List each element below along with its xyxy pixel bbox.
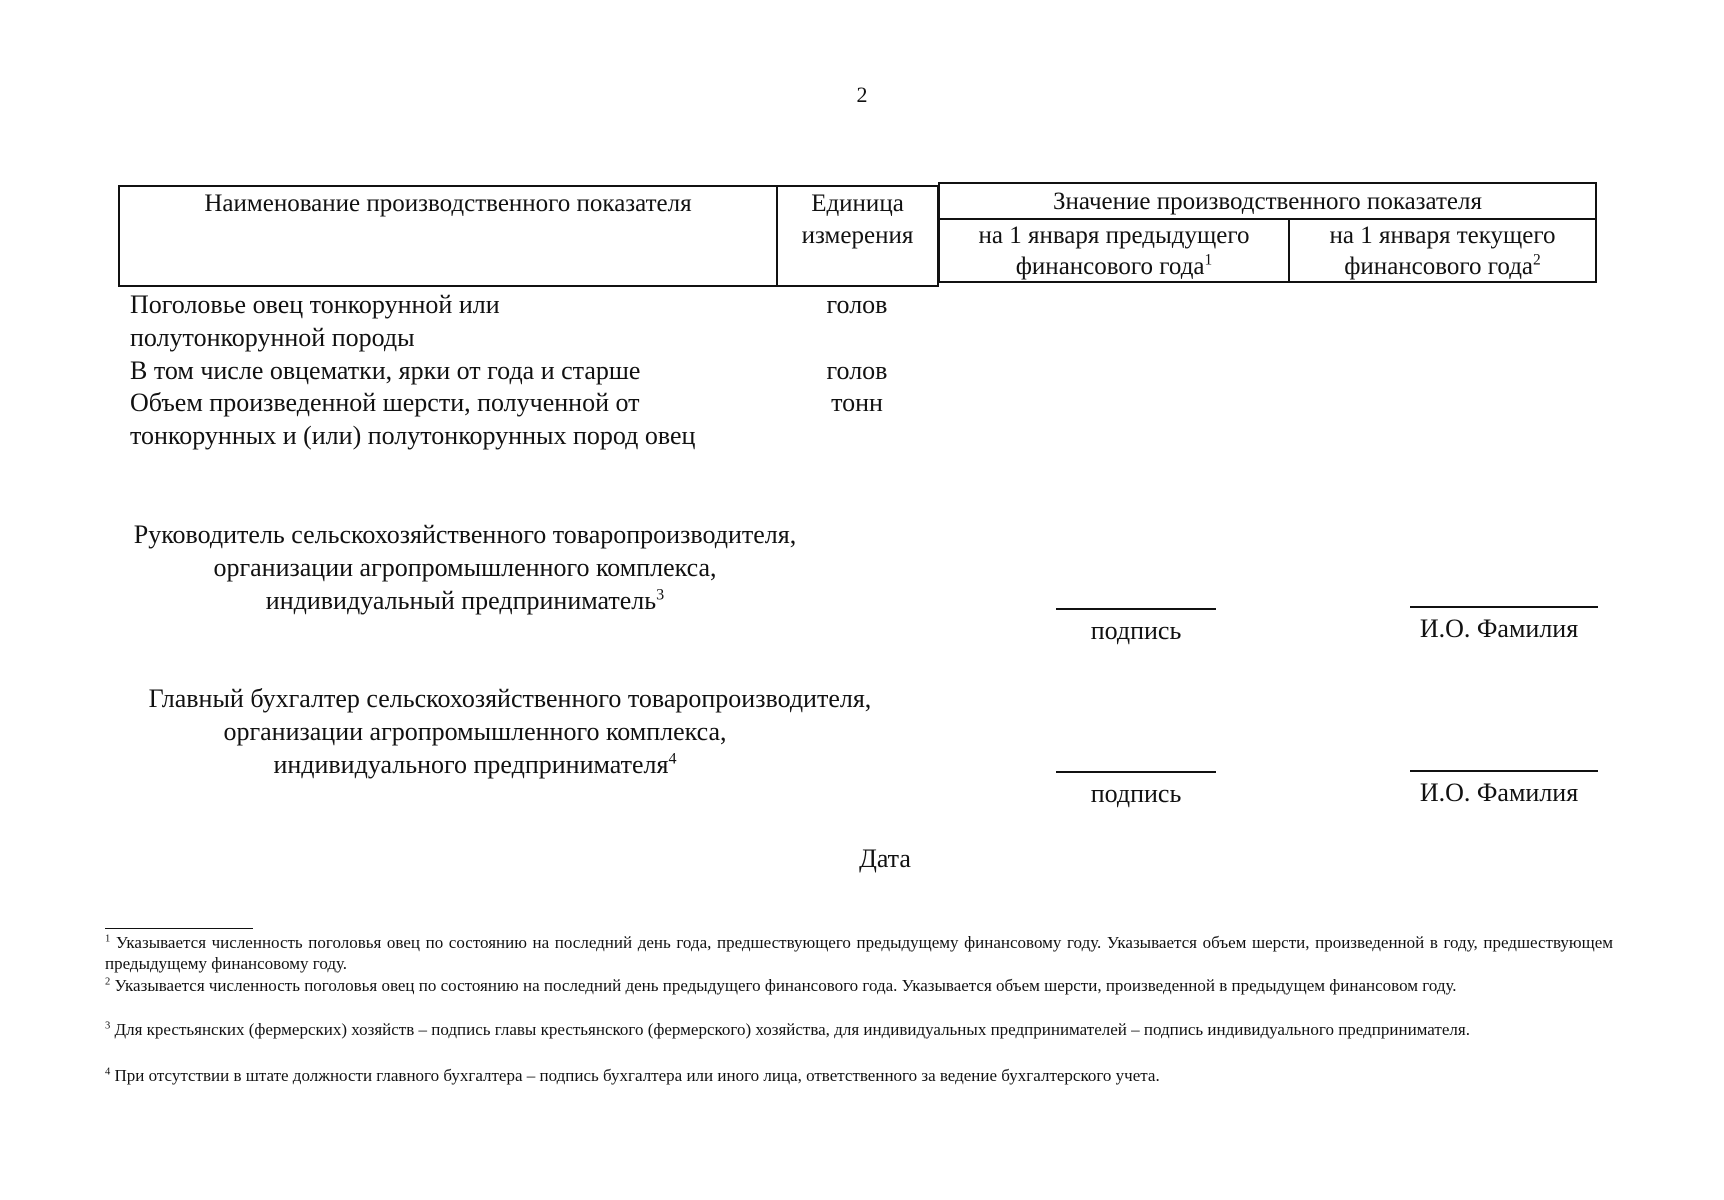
header-name: Наименование производственного показателя — [204, 190, 692, 217]
footnote-ref-2: 2 — [1533, 251, 1541, 269]
footnote-1: $^1$ Указывается численность поголовья овец по состоянию на последний день года, предшествующего предыдущему финансовому году. Указывается объем шерсти, произведенной в году, предшествующем предыдущему финансовому году. — [105, 933, 1614, 973]
row-wool-volume-unit: тонн — [831, 388, 883, 417]
head-title-line1: Руководитель сельскохозяйственного товаропроизводителя, — [133, 520, 797, 549]
page-number: 2 — [856, 82, 868, 107]
row-sheep-count-line2: полутонкорунной породы — [130, 323, 415, 352]
head-name-line[interactable] — [1410, 606, 1598, 608]
header-unit-line1: Единица — [811, 190, 904, 217]
row-wool-volume-line1: Объем произведенной шерсти, полученной от — [130, 388, 640, 417]
head-title-line3: индивидуальный предприниматель$^3$ — [265, 586, 665, 615]
header-prev-line2: финансового года$^1$ — [1015, 251, 1213, 280]
footnote-4: $^4$ При отсутствии в штате должности главного бухгалтера – подпись бухгалтера или иного лица, ответственного за ведение бухгалтерского учета. — [105, 1066, 1160, 1085]
footnote-3: $^3$ Для крестьянских (фермерских) хозяйств – подпись главы крестьянского (фермерского) хозяйства, для индивидуальных предпринимателей – подпись индивидуального предпринимателя. — [105, 1020, 1470, 1039]
head-name-label: И.О. Фамилия — [1419, 614, 1579, 643]
header-curr-line1: на 1 января текущего — [1329, 222, 1556, 249]
row-sheep-count-unit: голов — [826, 290, 888, 319]
accountant-signature-label: подпись — [1090, 779, 1182, 808]
footnote-ref-1: 1 — [1204, 251, 1213, 269]
row-sheep-count-line1: Поголовье овец тонкорунной или — [130, 290, 500, 319]
head-title-line2: организации агропромышленного комплекса, — [213, 553, 717, 582]
header-unit-line2: измерения — [801, 222, 914, 249]
footnote-2: $^2$ Указывается численность поголовья овец по состоянию на последний день предыдущего финансового года. Указывается объем шерсти, произведенной в предыдущем финансовом году. — [105, 976, 1457, 995]
row-wool-volume-line2: тонкорунных и (или) полутонкорунных пород овец — [130, 421, 696, 450]
head-signature-line[interactable] — [1056, 608, 1216, 610]
accountant-title-line1: Главный бухгалтер сельскохозяйственного товаропроизводителя, — [148, 684, 872, 713]
accountant-signature-line[interactable] — [1056, 771, 1216, 773]
footnote-ref-4: 4 — [668, 750, 677, 768]
footnote-ref-3: 3 — [656, 586, 665, 604]
accountant-title-line3: индивидуального предпринимателя$^4$ — [273, 750, 677, 779]
header-value: Значение производственного показателя — [1052, 188, 1483, 215]
footnote-separator — [105, 928, 253, 929]
row-ewes-unit: голов — [826, 356, 888, 385]
header-curr-line2: финансового года$^2$ — [1344, 251, 1541, 280]
accountant-title-line2: организации агропромышленного комплекса, — [223, 717, 727, 746]
accountant-name-line[interactable] — [1410, 770, 1598, 772]
date-label: Дата — [859, 844, 911, 873]
head-signature-label: подпись — [1090, 616, 1182, 645]
header-prev-line1: на 1 января предыдущего — [978, 222, 1250, 249]
row-ewes-line1: В том числе овцематки, ярки от года и старше — [130, 356, 641, 385]
accountant-name-label: И.О. Фамилия — [1419, 778, 1579, 807]
